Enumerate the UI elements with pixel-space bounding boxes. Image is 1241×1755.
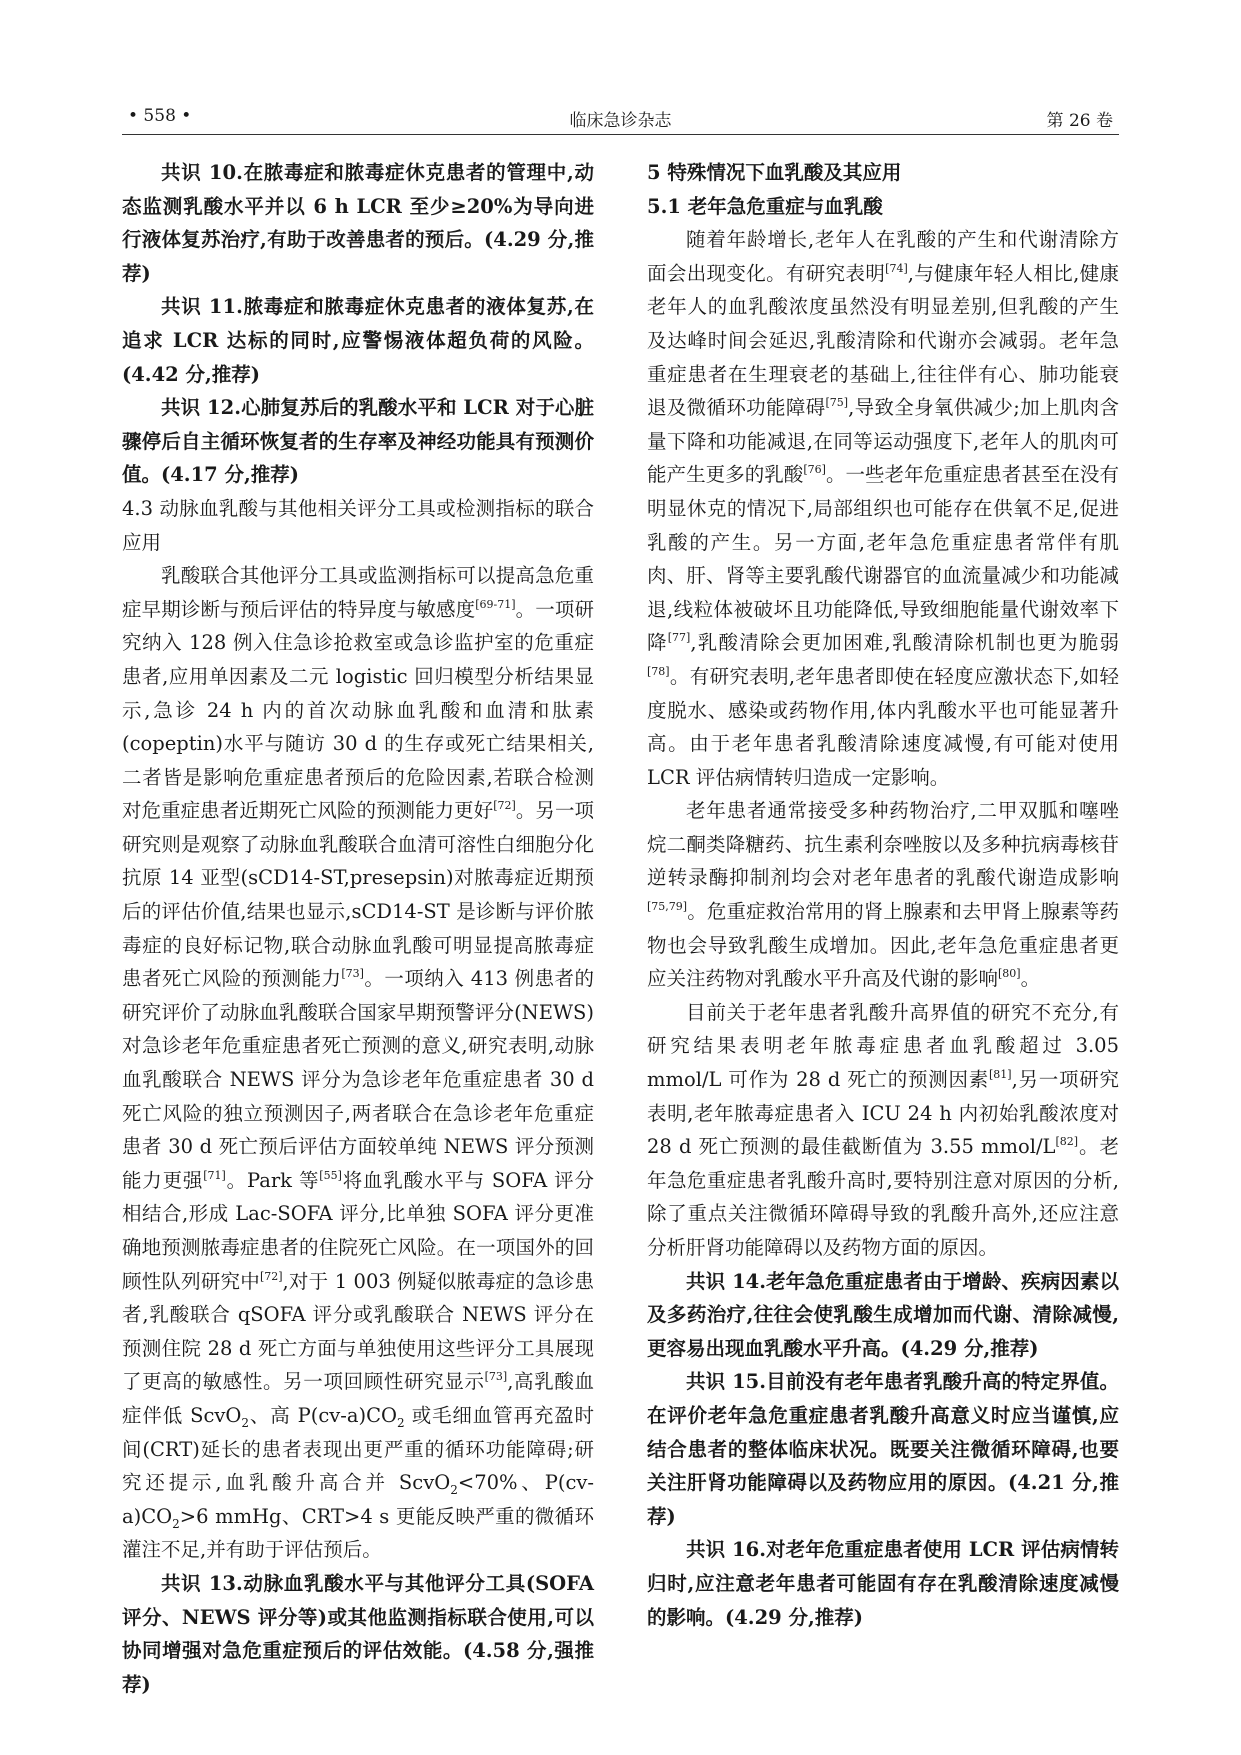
left-column [122, 156, 594, 1701]
consensus-12: 共识 12.心肺复苏后的乳酸水平和 LCR 对于心脏骤停后自主循环恢复者的生存率及神经功能具有预测价值。(4.17 分,推荐) [122, 396, 594, 487]
citation: [76] [803, 463, 826, 477]
citation: [73] [484, 1370, 508, 1384]
section-4-3-heading: 4.3 动脉血乳酸与其他相关评分工具或检测指标的联合应用 [122, 496, 594, 554]
body-paragraph: 老年患者通常接受多种药物治疗,二甲双胍和噻唑烷二酮类降糖药、抗生素利奈唑胺以及多种抗病毒核苷逆转录酶抑制剂均会对老年患者的乳酸代谢造成影响[75,79]。危重症救治常用的肾上腺素和去甲肾上腺素等药物也会导致乳酸生成增加。因此,老年急危重症患者更应关注药物对乳酸水平升高及代谢的影响[80]。 [647, 799, 1119, 991]
citation: [73] [341, 967, 364, 981]
right-column [647, 156, 1119, 1634]
body-paragraph: 随着年龄增长,老年人在乳酸的产生和代谢清除方面会出现变化。有研究表明[74],与健康年轻人相比,健康老年人的血乳酸浓度虽然没有明显差别,但乳酸的产生及达峰时间会延迟,乳酸清除和代谢亦会减弱。老年急重症患者在生理衰老的基础上,往往伴有心、肺功能衰退及微循环功能障碍[75],导致全身氧供减少;加上肌肉含量下降和功能减退,在同等运动强度下,老年人的肌肉可能产生更多的乳酸[76]。一些老年危重症患者甚至在没有明显休克的情况下,局部组织也可能存在供氧不足,促进乳酸的产生。另一方面,老年急危重症患者常伴有肌肉、肝、肾等主要乳酸代谢器官的血流量减少和功能减退,线粒体被破坏且功能降低,导致细胞能量代谢效率下降[77],乳酸清除会更加困难,乳酸清除机制也更为脆弱[78]。有研究表明,老年患者即使在轻度应激状态下,如轻度脱水、感染或药物作用,体内乳酸水平也可能显著升高。由于老年患者乳酸清除速度减慢,有可能对使用 LCR 评估病情转归造成一定影响。 [647, 228, 1119, 789]
consensus-14: 共识 14.老年急危重症患者由于增龄、疾病因素以及多药治疗,往往会使乳酸生成增加而代谢、清除减慢,更容易出现血乳酸水平升高。(4.29 分,推荐) [647, 1269, 1119, 1360]
consensus-11: 共识 11.脓毒症和脓毒症休克患者的液体复苏,在追求 LCR 达标的同时,应警惕液体超负荷的风险。(4.42 分,推荐) [122, 295, 594, 386]
citation: [77] [667, 631, 691, 645]
body-paragraph: 目前关于老年患者乳酸升高界值的研究不充分,有研究结果表明老年脓毒症患者血乳酸超过 3.05 mmol/L 可作为 28 d 死亡的预测因素[81],另一项研究表明,老年脓毒症患者入 ICU 24 h 内初始乳酸浓度对 28 d 死亡预测的最佳截断值为 3.55 mmol/L[82]。老年急危重症患者乳酸升高时,要特别注意对原因的分析,除了重点关注微循环障碍导致的乳酸升高外,还应注意分析肝肾功能障碍以及药物方面的原因。 [647, 1000, 1119, 1259]
body-paragraph: 乳酸联合其他评分工具或监测指标可以提高急危重症早期诊断与预后评估的特异度与敏感度[69-71]。一项研究纳入 128 例入住急诊抢救室或急诊监护室的危重症患者,应用单因素及二元 logistic 回归模型分析结果显示,急诊 24 h 内的首次动脉血乳酸和血清和肽素(copeptin)水平与随访 30 d 的生存或死亡结果相关,二者皆是影响危重症患者预后的危险因素,若联合检测对危重症患者近期死亡风险的预测能力更好[72]。另一项研究则是观察了动脉血乳酸联合血清可溶性白细胞分化抗原 14 亚型(sCD14-ST,presepsin)对脓毒症近期预后的评估价值,结果也显示,sCD14-ST 是诊断与评价脓毒症的良好标记物,联合动脉血乳酸可明显提高脓毒症患者死亡风险的预测能力[73]。一项纳入 413 例患者的研究评价了动脉血乳酸联合国家早期预警评分(NEWS)对急诊老年危重症患者死亡预测的意义,研究表明,动脉血乳酸联合 NEWS 评分为急诊老年危重症患者 30 d 死亡风险的独立预测因子,两者联合在急诊老年危重症患者 30 d 死亡预后评估方面较单纯 NEWS 评分预测能力更强[71]。Park 等[55]将血乳酸水平与 SOFA 评分相结合,形成 Lac-SOFA 评分,比单独 SOFA 评分更准确地预测脓毒症患者的住院死亡风险。在一项国外的回顾性队列研究中[72],对于 1 003 例疑似脓毒症的急诊患者,乳酸联合 qSOFA 评分或乳酸联合 NEWS 评分在预测住院 28 d 死亡方面与单独使用这些评分工具展现了更高的敏感性。另一项回顾性研究显示[73],高乳酸血症伴低 ScvO$_2$、高 $P(cv-a)CO_2$ 或毛细血管再充盈时间(CRT)延长的患者表现出更严重的循环功能障碍;研究还提示,血乳酸升高合并 ScvO$_2$<70%、$P(cv-a)CO_2>6$ mmHg、CRT>4 s 更能反映严重的微循环灌注不足,并有助于评估预后。 [122, 564, 595, 1562]
citation: [71] [203, 1168, 226, 1182]
citation: [72] [493, 799, 516, 813]
running-header [122, 100, 1119, 135]
consensus-16: 共识 16.对老年危重症患者使用 LCR 评估病情转归时,应注意老年患者可能固有存在乳酸清除速度减慢的影响。(4.29 分,推荐) [647, 1538, 1119, 1629]
citation: [74] [885, 261, 908, 275]
section-5-heading: 5 特殊情况下血乳酸及其应用 [647, 161, 902, 184]
volume-label: 第 26 卷 [1046, 111, 1113, 131]
citation: [55] [319, 1168, 342, 1182]
citation: [75] [825, 396, 849, 410]
consensus-13: 共识 13.动脉血乳酸水平与其他评分工具(SOFA 评分、NEWS 评分等)或其他监测指标联合使用,可以协同增强对急危重症预后的评估效能。(4.58 分,强推荐) [122, 1571, 594, 1696]
citation: [72] [259, 1269, 283, 1283]
citation: [80] [998, 967, 1021, 981]
citation: [75,79] [647, 900, 688, 914]
journal-title: 临床急诊杂志 [569, 111, 672, 131]
page-number: • 558 • [128, 106, 192, 126]
consensus-15: 共识 15.目前没有老年患者乳酸升高的特定界值。在评价老年急危重症患者乳酸升高意义时应当谨慎,应结合患者的整体临床状况。既要关注微循环障碍,也要关注肝肾功能障碍以及药物应用的原因。(4.21 分,推荐) [647, 1370, 1119, 1528]
consensus-10: 共识 10.在脓毒症和脓毒症休克患者的管理中,动态监测乳酸水平并以 6 h LCR 至少≥20%为导向进行液体复苏治疗,有助于改善患者的预后。(4.29 分,推荐) [122, 161, 594, 285]
section-5-1-heading: 5.1 老年急危重症与血乳酸 [647, 194, 883, 218]
citation: [81] [988, 1068, 1012, 1082]
citation: [82] [1055, 1135, 1079, 1149]
citation: [78] [647, 664, 670, 678]
citation: [69-71] [475, 597, 516, 611]
